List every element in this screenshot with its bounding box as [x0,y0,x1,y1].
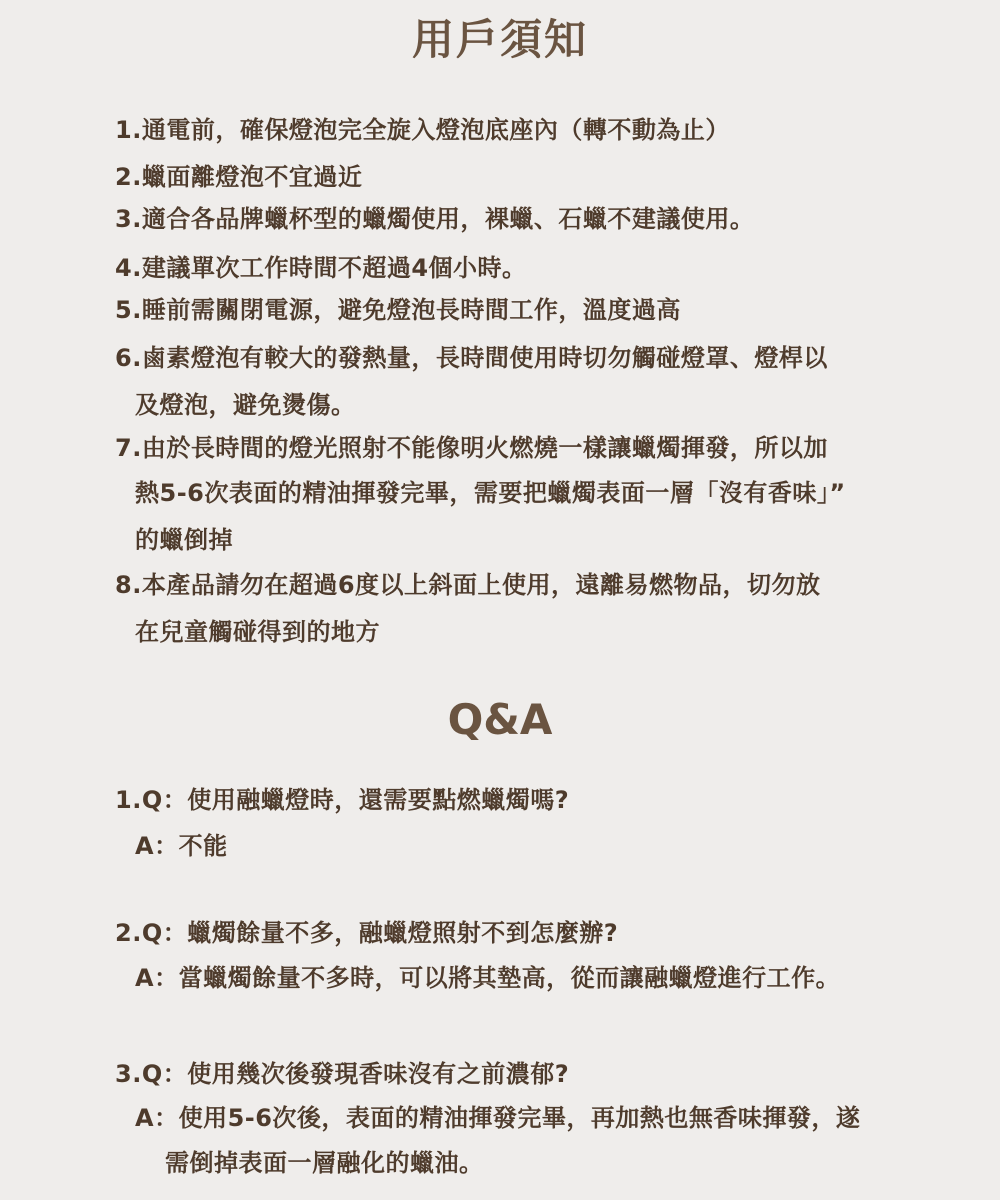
notice-line-4: 4.建議單次工作時間不超過4個小時。 [115,254,527,282]
qa-question-3: 3.Q：使用幾次後發現香味沒有之前濃郁? [115,1060,570,1088]
notice-line-8-cont: 在兒童觸碰得到的地方 [135,618,380,646]
qa-title: Q&A [447,695,553,744]
qa-answer-3-cont: 需倒掉表面一層融化的蠟油。 [165,1149,484,1177]
notice-line-8: 8.本產品請勿在超過6度以上斜面上使用，遠離易燃物品，切勿放 [115,571,821,599]
qa-answer-1: A：不能 [135,832,228,860]
notice-line-5: 5.睡前需關閉電源，避免燈泡長時間工作，溫度過高 [115,296,681,324]
notice-title: 用戶須知 [411,15,588,64]
qa-question-1: 1.Q：使用融蠟燈時，還需要點燃蠟燭嗎? [115,786,570,814]
notice-line-3: 3.適合各品牌蠟杯型的蠟燭使用，裸蠟、石蠟不建議使用。 [115,205,755,233]
qa-question-2: 2.Q：蠟燭餘量不多，融蠟燈照射不到怎麼辦? [115,919,619,947]
qa-answer-3: A：使用5-6次後，表面的精油揮發完畢，再加熱也無香味揮發，遂 [135,1104,861,1132]
notice-line-7: 7.由於長時間的燈光照射不能像明火燃燒一樣讓蠟燭揮發，所以加 [115,434,828,462]
notice-line-7-cont: 熱5-6次表面的精油揮發完畢，需要把蠟燭表面一層「沒有香味」” [135,479,846,507]
notice-line-1: 1.通電前，確保燈泡完全旋入燈泡底座內（轉不動為止） [115,116,730,144]
notice-line-2: 2.蠟面離燈泡不宜過近 [115,163,363,191]
qa-answer-2: A：當蠟燭餘量不多時，可以將其墊高，從而讓融蠟燈進行工作。 [135,964,841,992]
notice-line-6: 6.鹵素燈泡有較大的發熱量，長時間使用時切勿觸碰燈罩、燈桿以 [115,344,828,372]
notice-line-6-cont: 及燈泡，避免燙傷。 [135,391,356,419]
notice-line-7-cont2: 的蠟倒掉 [135,526,233,554]
